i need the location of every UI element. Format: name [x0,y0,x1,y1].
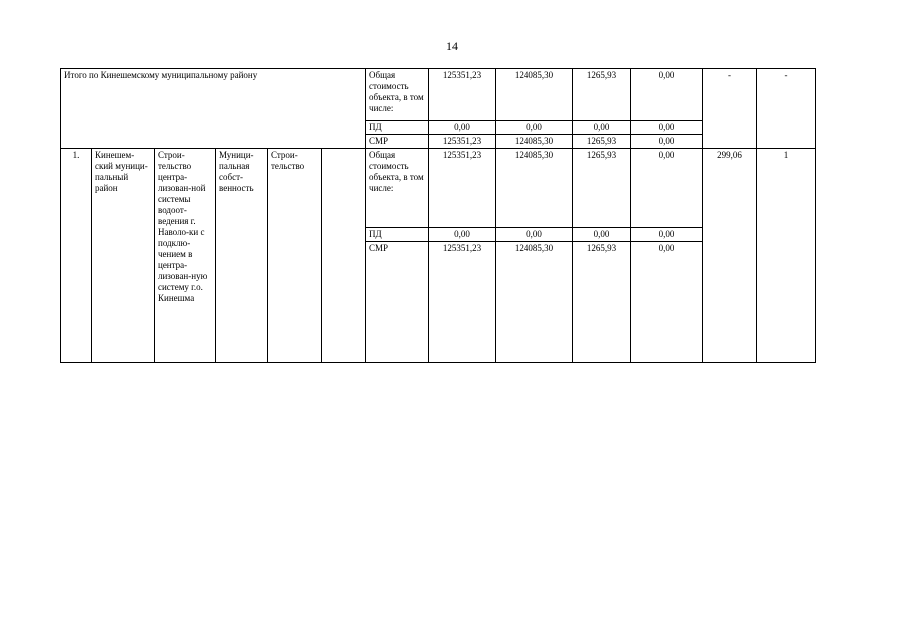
entry-label-total: Общая стоимость объекта, в том числе: [366,149,429,228]
entry-total-v3: 1265,93 [573,149,631,228]
summary-smr-v3: 1265,93 [573,135,631,149]
entry-smr-v2: 124085,30 [496,242,573,363]
entry-c2: 1 [757,149,816,363]
entry-smr-v3: 1265,93 [573,242,631,363]
entry-smr-v4: 0,00 [631,242,703,363]
summary-smr-v1: 125351,23 [429,135,496,149]
entry-pd-v1: 0,00 [429,228,496,242]
summary-smr-v4: 0,00 [631,135,703,149]
summary-c2: - [757,69,816,149]
entry-work-type: Строи-тельство [268,149,322,363]
entry-c1: 299,06 [703,149,757,363]
entry-pd-v3: 0,00 [573,228,631,242]
entry-empty-cell [322,149,366,363]
entry-number: 1. [61,149,92,363]
investment-table [60,68,816,363]
summary-total-v4: 0,00 [631,69,703,121]
summary-total-v2: 124085,30 [496,69,573,121]
summary-pd-v1: 0,00 [429,121,496,135]
summary-title: Итого по Кинешемскому муниципальному району [61,69,366,149]
summary-pd-v3: 0,00 [573,121,631,135]
summary-pd-v2: 0,00 [496,121,573,135]
summary-smr-v2: 124085,30 [496,135,573,149]
entry-total-v2: 124085,30 [496,149,573,228]
summary-total-v1: 125351,23 [429,69,496,121]
summary-total-v3: 1265,93 [573,69,631,121]
entry-object: Строи-тельство центра-лизован-ной системы водоот-ведения г. Наволо-ки с подклю-чением в центра-лизован-ную систему г.о. Кинешма [155,149,216,363]
entry-pd-v2: 0,00 [496,228,573,242]
entry-total-v1: 125351,23 [429,149,496,228]
entry-district: Кинешем-ский муници-пальный район [92,149,155,363]
entry-label-pd: ПД [366,228,429,242]
summary-row-total [61,69,816,121]
entry-pd-v4: 0,00 [631,228,703,242]
entry-row-total [61,149,816,228]
entry-smr-v1: 125351,23 [429,242,496,363]
summary-c1: - [703,69,757,149]
entry-total-v4: 0,00 [631,149,703,228]
entry-ownership: Муници-пальная собст-венность [216,149,268,363]
summary-label-pd: ПД [366,121,429,135]
summary-label-total: Общая стоимость объекта, в том числе: [366,69,429,121]
entry-label-smr: СМР [366,242,429,363]
summary-label-smr: СМР [366,135,429,149]
summary-pd-v4: 0,00 [631,121,703,135]
page-number: 14 [446,39,458,53]
